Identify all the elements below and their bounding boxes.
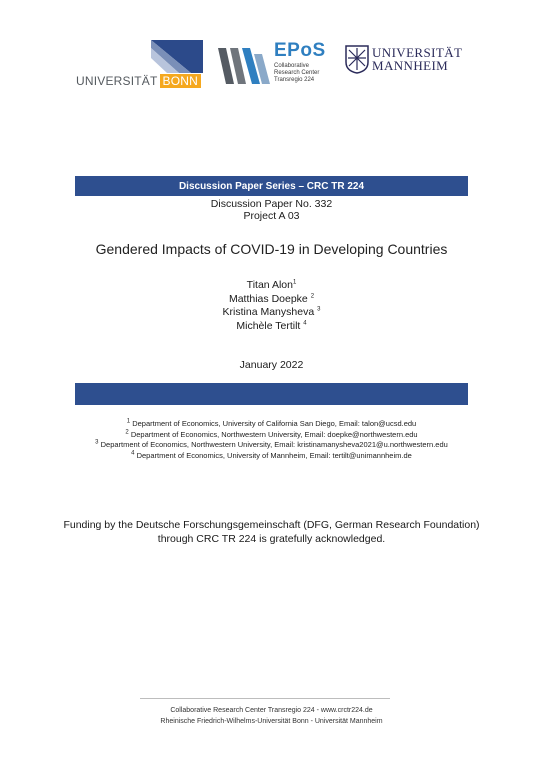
mannheim-logo-line2: MANNHEIM xyxy=(372,58,449,73)
affiliation-mark: 3 xyxy=(95,439,99,446)
bonn-logo-text xyxy=(76,74,201,88)
author-footnote-mark: 1 xyxy=(292,279,297,286)
author-footnote-mark: 3 xyxy=(317,306,321,313)
author-item xyxy=(0,293,543,307)
affiliation-text: Department of Economics, Northwestern University, Email: kristinamanysheva2021@u.northwestern.edu xyxy=(100,440,448,449)
paper-number: Discussion Paper No. 332 xyxy=(210,198,333,210)
author-footnote-mark: 2 xyxy=(310,293,315,299)
author-item xyxy=(0,279,543,293)
page-footer xyxy=(0,706,543,727)
series-title: Discussion Paper Series – CRC TR 224 xyxy=(178,180,365,192)
university-bonn-logo xyxy=(76,40,202,90)
epos-logo xyxy=(216,40,330,88)
bonn-logo-mark-icon xyxy=(151,40,203,73)
footer-divider xyxy=(140,698,390,699)
affiliation-list xyxy=(0,419,543,461)
divider-band xyxy=(75,383,468,405)
funding-note xyxy=(0,518,543,546)
paper-title: Gendered Impacts of COVID-19 in Developing Countries xyxy=(95,241,448,257)
university-mannheim-logo xyxy=(344,44,464,80)
author-name: Titan Alon xyxy=(246,279,293,291)
affiliation-item xyxy=(0,419,543,430)
footer-line-2: Rheinische Friedrich-Wilhelms-Universität Bonn - Universität Mannheim xyxy=(160,717,383,725)
funding-line-1: Funding by the Deutsche Forschungsgemeinschaft (DFG, German Research Foundation) xyxy=(63,519,480,531)
mannheim-logo-line1: UNIVERSITÄT xyxy=(372,45,463,60)
epos-logo-subtitle: Collaborative Research Center Transregio 224 xyxy=(274,63,320,83)
affiliation-item xyxy=(0,451,543,462)
author-name: Matthias Doepke xyxy=(228,292,308,305)
mannheim-crest-icon xyxy=(344,44,370,74)
series-band xyxy=(75,176,468,196)
author-item xyxy=(0,320,543,334)
affiliation-text: Department of Economics, Northwestern University, Email: doepke@northwestern.edu xyxy=(130,429,418,439)
epos-logo-title: EPoS xyxy=(274,40,326,61)
affiliation-mark: 2 xyxy=(125,429,129,435)
footer-line-1: Collaborative Research Center Transregio 224 - www.crctr224.de xyxy=(170,707,373,714)
affiliation-text: Department of Economics, University of California San Diego, Email: talon@ucsd.edu xyxy=(132,419,417,428)
affiliation-mark: 4 xyxy=(131,450,135,456)
project-code: Project A 03 xyxy=(243,210,300,222)
epos-logo-mark-icon xyxy=(216,44,272,88)
funding-line-2: through CRC TR 224 is gratefully acknowledged. xyxy=(157,533,386,545)
bonn-logo-name: UNIVERSITÄT xyxy=(76,74,158,88)
author-name: Kristina Manysheva xyxy=(222,306,315,318)
affiliation-item xyxy=(0,440,543,451)
affiliation-item xyxy=(0,430,543,441)
author-name: Michèle Tertilt xyxy=(236,319,301,332)
bonn-logo-badge: BONN xyxy=(160,74,201,88)
author-list xyxy=(0,279,543,333)
publication-date: January 2022 xyxy=(239,359,304,371)
mannheim-logo-text xyxy=(372,46,462,72)
author-item xyxy=(0,306,543,320)
affiliation-text: Department of Economics, University of Mannheim, Email: tertilt@unimannheim.de xyxy=(136,450,412,460)
author-footnote-mark: 4 xyxy=(303,320,307,326)
affiliation-mark: 1 xyxy=(126,418,131,425)
